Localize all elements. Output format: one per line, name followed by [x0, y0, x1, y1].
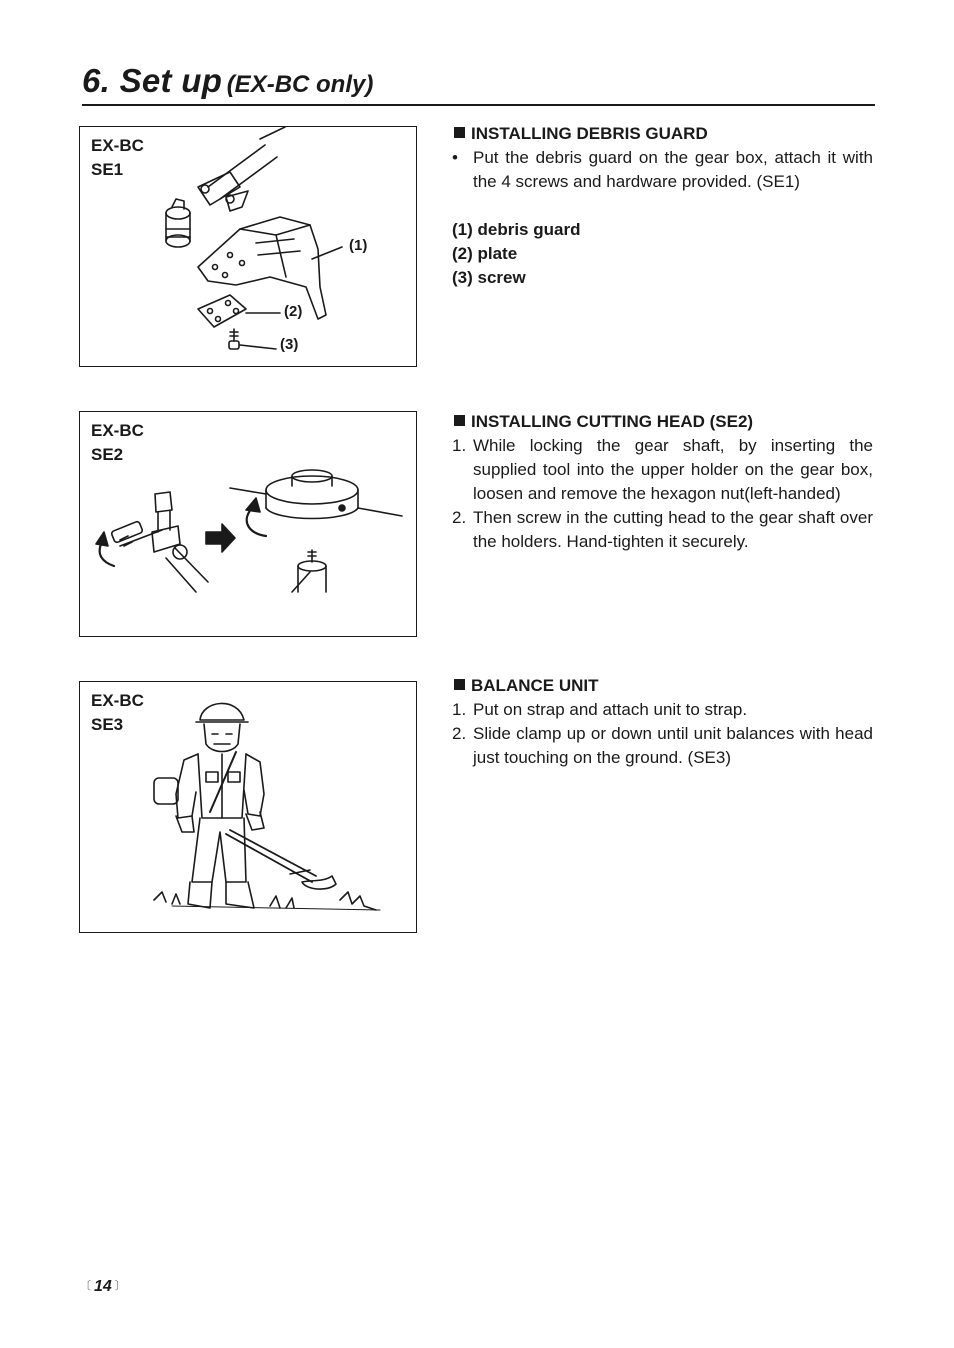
title-main: 6. Set up [82, 62, 223, 99]
figure-label [91, 134, 144, 182]
square-bullet-icon [454, 127, 465, 138]
square-bullet-icon [454, 415, 465, 426]
callout-2: (2) [284, 303, 303, 320]
bracket-close: 〕 [114, 1280, 126, 1292]
figure-se2 [79, 411, 417, 637]
figure-id: SE2 [91, 445, 124, 464]
section-cutting-head [452, 410, 873, 554]
figure-label [91, 419, 144, 467]
step-text: Slide clamp up or down until unit balances with head just touching on the ground. (SE3) [473, 724, 873, 767]
figure-se1 [79, 126, 417, 367]
instruction-text: Put the debris guard on the gear box, attach it with the 4 screws and hardware provided. (SE1) [473, 148, 873, 191]
section-heading: INSTALLING DEBRIS GUARD [452, 122, 873, 146]
callout-1: (1) [349, 237, 368, 254]
part-item: (3) screw [452, 268, 526, 287]
bracket-open: 〔 [80, 1280, 91, 1292]
bullet-icon: • [452, 148, 458, 167]
figure-se3 [79, 681, 417, 933]
step-number: 2. [452, 508, 467, 527]
figure-model: EX-BC [91, 136, 144, 155]
callout-3: (3) [280, 336, 299, 353]
part-item: (2) plate [452, 244, 518, 263]
step-number: 1. [452, 700, 467, 719]
parts-list [452, 218, 873, 290]
figure-label [91, 689, 144, 737]
figure-id: SE3 [91, 715, 124, 734]
figure-model: EX-BC [91, 421, 144, 440]
section-heading: INSTALLING CUTTING HEAD (SE2) [452, 410, 873, 434]
step-text: While locking the gear shaft, by inserting the supplied tool into the upper holder on the gear box, loosen and remove the hexagon nut(left-handed) [473, 436, 873, 503]
figure-model: EX-BC [91, 691, 144, 710]
page-title [82, 62, 875, 106]
list-item [452, 146, 873, 194]
page-number [80, 1277, 126, 1296]
list-item [452, 434, 873, 506]
section-balance-unit [452, 674, 873, 770]
list-item [452, 698, 873, 722]
figure-id: SE1 [91, 160, 124, 179]
part-item: (1) debris guard [452, 220, 581, 239]
section-heading: BALANCE UNIT [452, 674, 873, 698]
step-text: Put on strap and attach unit to strap. [473, 700, 748, 719]
square-bullet-icon [454, 679, 465, 690]
step-text: Then screw in the cutting head to the gear shaft over the holders. Hand-tighten it securely. [473, 508, 873, 551]
list-item [452, 506, 873, 554]
step-number: 1. [452, 436, 467, 455]
title-sub: (EX-BC only) [226, 71, 374, 98]
step-number: 2. [452, 724, 467, 743]
section-debris-guard [452, 122, 873, 290]
page-number-value: 14 [94, 1278, 112, 1295]
list-item [452, 722, 873, 770]
